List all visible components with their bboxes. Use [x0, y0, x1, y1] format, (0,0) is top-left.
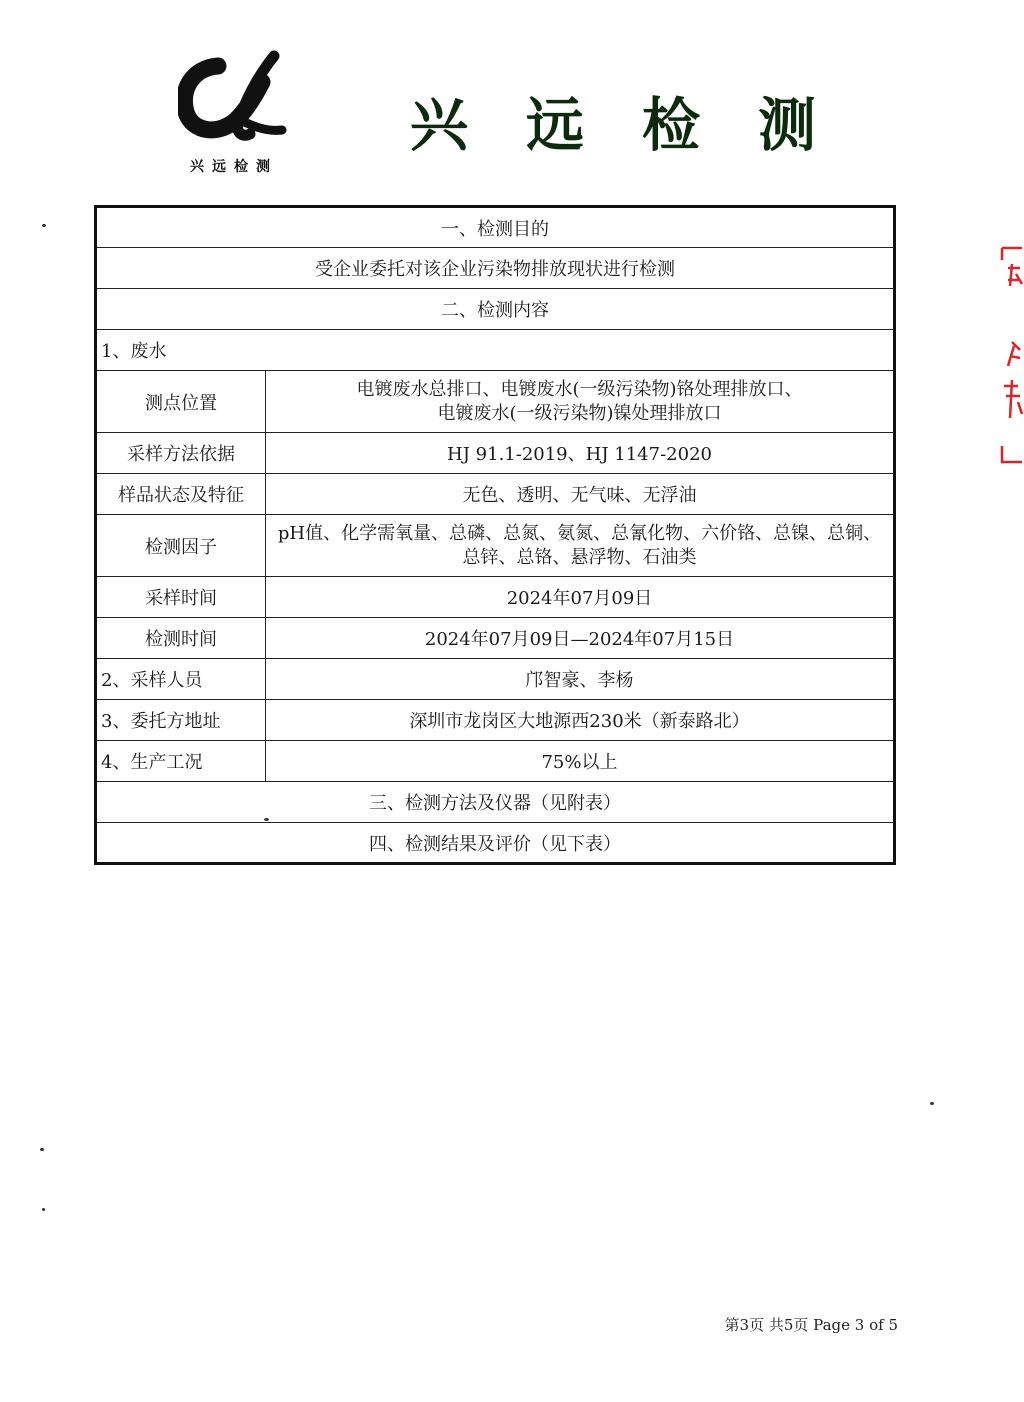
- scan-speck: [40, 1148, 44, 1151]
- page-number: 第3页 共5页 Page 3 of 5: [724, 1316, 898, 1334]
- production-condition-value: 75%以上: [266, 741, 895, 782]
- section-methods-title: 三、检测方法及仪器（见附表）: [96, 782, 895, 823]
- section-results-title: 四、检测结果及评价（见下表）: [96, 823, 895, 864]
- report-info-table: [94, 205, 896, 865]
- section-content-title: 二、检测内容: [96, 289, 895, 330]
- sampler-label: 2、采样人员: [96, 659, 266, 700]
- scan-speck: [42, 1208, 45, 1211]
- company-title: 兴远检测: [410, 91, 875, 159]
- sampling-time-value: 2024年07月09日: [266, 577, 895, 618]
- sampling-time-label: 采样时间: [96, 577, 266, 618]
- logo-caption: 兴远检测: [190, 159, 278, 175]
- testing-time-value: 2024年07月09日—2024年07月15日: [266, 618, 895, 659]
- testing-time-label: 检测时间: [96, 618, 266, 659]
- client-address-label: 3、委托方地址: [96, 700, 266, 741]
- sampling-method-value: HJ 91.1-2019、HJ 1147-2020: [266, 433, 895, 474]
- company-logo: [178, 48, 290, 144]
- test-factors-label: 检测因子: [96, 515, 266, 577]
- report-header: [0, 0, 1024, 190]
- scan-speck: [42, 224, 46, 227]
- purpose-text: 受企业委托对该企业污染物排放现状进行检测: [96, 248, 895, 289]
- section-purpose-title: 一、检测目的: [96, 207, 895, 248]
- sampling-point-value: [266, 371, 895, 433]
- red-seal-stamp-edge: [998, 246, 1024, 466]
- client-address-value: 深圳市龙岗区大地源西230米（新泰路北）: [266, 700, 895, 741]
- sampling-method-label: 采样方法依据: [96, 433, 266, 474]
- sampling-point-label: 测点位置: [96, 371, 266, 433]
- test-factors-value: pH值、化学需氧量、总磷、总氮、氨氮、总氰化物、六价铬、总镍、总铜、总锌、总铬、悬浮物、石油类: [266, 515, 895, 577]
- sample-state-label: 样品状态及特征: [96, 474, 266, 515]
- sampling-point-text: 电镀废水总排口、电镀废水(一级污染物)铬处理排放口、 电镀废水(一级污染物)镍处理排放口: [356, 378, 803, 424]
- wastewater-heading: 1、废水: [96, 330, 895, 371]
- scan-speck: [930, 1102, 934, 1105]
- sampler-value: 邝智豪、李杨: [266, 659, 895, 700]
- logo-mark-icon: [178, 48, 290, 144]
- sample-state-value: 无色、透明、无气味、无浮油: [266, 474, 895, 515]
- production-condition-label: 4、生产工况: [96, 741, 266, 782]
- scan-speck: [264, 818, 269, 821]
